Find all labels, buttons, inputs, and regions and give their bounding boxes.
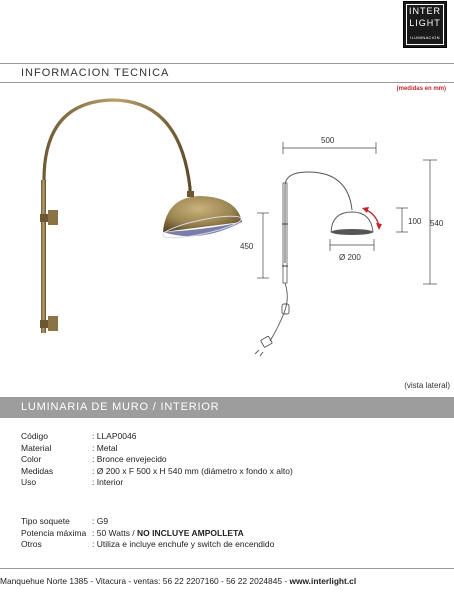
- upper-bracket-plate: [48, 210, 58, 225]
- spec-value: : Bronce envejecido: [92, 454, 167, 464]
- spec-key: Tipo soquete: [21, 516, 70, 526]
- spec-value-text: : Utiliza e incluye enchufe y switch de encendido: [92, 539, 275, 549]
- spec-value-text: : G9: [92, 516, 109, 526]
- spec-value: [92, 539, 274, 549]
- header-divider-top: [0, 63, 454, 64]
- product-banner-label: LUMINARIA DE MURO / INTERIOR: [21, 401, 220, 413]
- spec-key: Color: [21, 454, 42, 464]
- spec-value: : Ø 200 x F 500 x H 540 mm (diámetro x fondo x alto): [92, 465, 293, 476]
- brand-logo-line1: INTER: [409, 6, 441, 16]
- spec-value: : Interior: [92, 477, 124, 487]
- spec-value-text: : 50 Watts /: [92, 527, 138, 538]
- spec-value: : LLAP0046: [92, 431, 137, 441]
- brand-logo-line2: LIGHT: [409, 18, 441, 28]
- spec-key: Medidas: [21, 465, 54, 476]
- shade-cap: [187, 191, 194, 197]
- spec-key: Otros: [21, 539, 42, 549]
- header-divider-bottom: [0, 82, 454, 83]
- spec-key: Código: [21, 431, 48, 441]
- product-banner: [0, 397, 454, 418]
- height-dim-label: 540: [430, 219, 444, 228]
- diameter-dim-label: Ø 200: [339, 253, 361, 262]
- width-dim-label: 500: [321, 136, 335, 145]
- lower-bracket-plate: [48, 316, 58, 331]
- technical-drawing: [230, 128, 454, 360]
- footer-website-link[interactable]: www.interlight.cl: [289, 576, 357, 586]
- spec-value: [92, 516, 108, 526]
- spec-key: Potencia máxima: [21, 527, 87, 538]
- spec-value: : Metal: [92, 442, 118, 453]
- footer-address: Manquehue Norte 1385 - Vitacura - ventas: 56 22 2207160 - 56 22 2024845 -: [0, 576, 290, 586]
- footer-contact: [0, 576, 454, 586]
- brand-logo: [403, 1, 447, 48]
- lamp-arm: [44, 100, 190, 297]
- units-note: (medidas en mm): [396, 86, 446, 92]
- section-title: INFORMACION TECNICA: [21, 67, 170, 79]
- spec-key: Uso: [21, 477, 37, 487]
- shade-height-dim-label: 100: [408, 217, 422, 226]
- drawing-plug: [261, 336, 273, 347]
- lower-bracket: [40, 320, 49, 328]
- drawing-cord: [270, 283, 287, 341]
- upper-bracket: [40, 214, 49, 222]
- spec-key: Material: [21, 442, 52, 453]
- arm-height-dim-label: 450: [240, 242, 254, 251]
- product-photo: [30, 92, 250, 347]
- brand-logo-line3: ILUMINACION: [410, 35, 440, 40]
- spec-value: [92, 528, 244, 538]
- wall-rail: [41, 180, 46, 333]
- view-caption: (vista lateral): [404, 381, 450, 390]
- drawing-arm: [285, 172, 352, 263]
- footer-divider: [0, 568, 454, 569]
- spec-value-emphasis: NO INCLUYE AMPOLLETA: [137, 527, 244, 538]
